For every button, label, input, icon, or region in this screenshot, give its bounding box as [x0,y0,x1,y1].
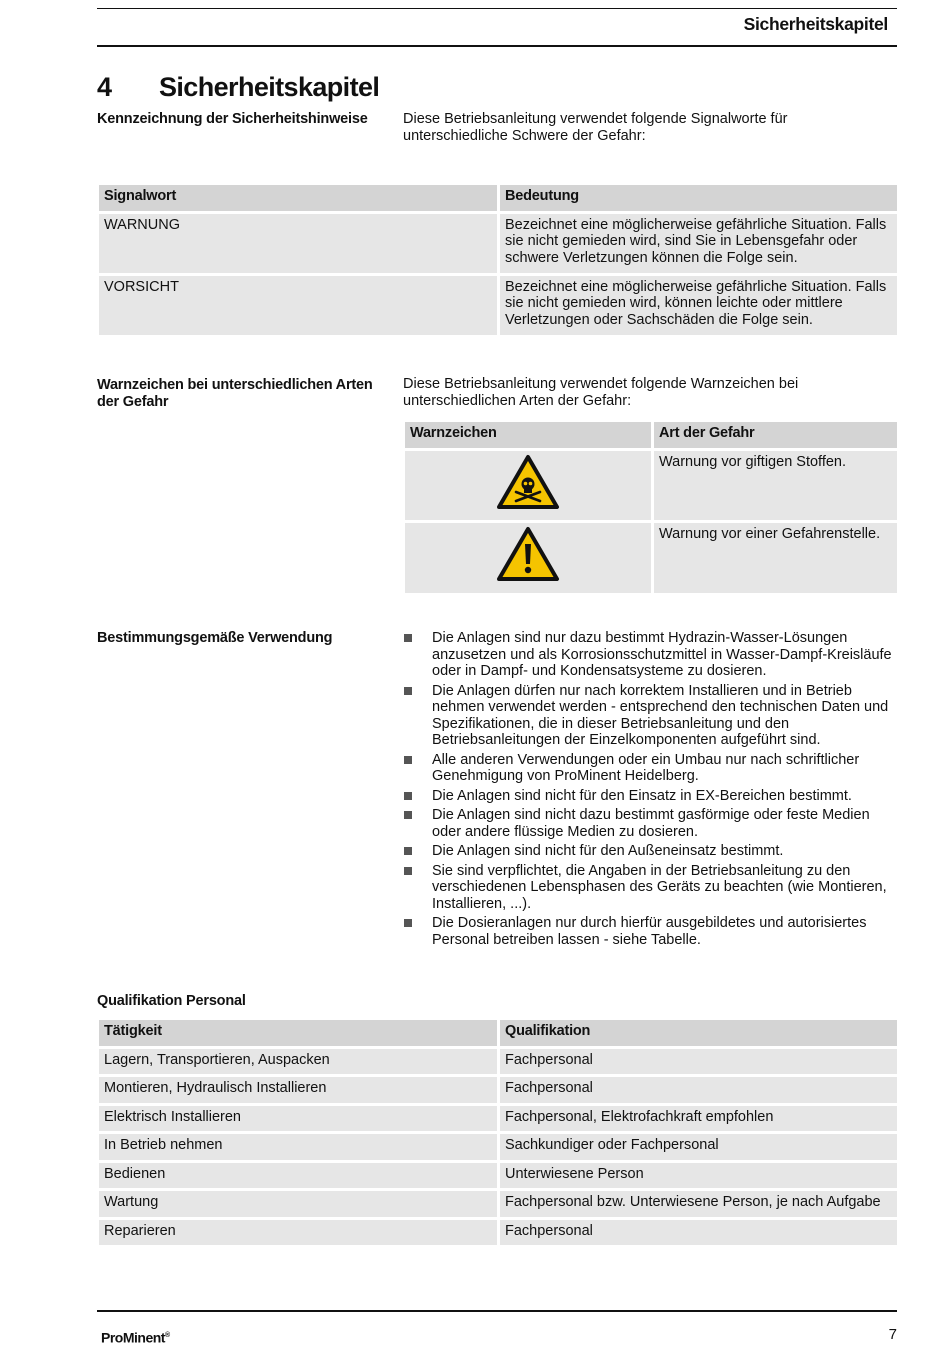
qualification-cell: Fachpersonal bzw. Unterwiesene Person, je nach Aufgabe [500,1191,897,1217]
qualification-cell: Fachpersonal [500,1049,897,1075]
hazard-description-cell: Warnung vor giftigen Stoffen. [654,451,897,521]
activity-cell: Elektrisch Installieren [99,1106,497,1132]
bullet-text: Die Dosieranlagen nur durch hierfür ausgebildetes und autorisiertes Personal betreiben lassen - siehe Tabelle. [432,915,867,948]
table-row [99,214,897,273]
toxic-skull-warning-icon [496,454,560,510]
table-row [99,1077,897,1103]
activity-cell: Montieren, Hydraulisch Installieren [99,1077,497,1103]
general-danger-exclamation-icon [496,526,560,582]
square-bullet-icon [404,792,412,800]
square-bullet-icon [404,687,412,695]
column-header-warnzeichen: Warnzeichen [405,422,651,448]
table-row [99,1220,897,1246]
signal-words-intro: Diese Betriebsanleitung verwendet folgende Signalworte für unterschiedliche Schwere der Gefahr: [403,111,788,144]
activity-cell: Wartung [99,1191,497,1217]
warning-sign-cell [405,523,651,593]
bullet-text: Sie sind verpflichtet, die Angaben in der Betriebsanleitung zu den verschiedenen Lebensphasen des Geräts zu beachten (wie Montieren, Installieren, ...). [432,862,887,912]
page-number: 7 [888,1326,897,1343]
signal-word-cell: WARNUNG [99,214,497,273]
list-item [403,863,898,913]
intended-use-list [403,630,898,951]
table-header-row [405,422,897,448]
list-item [403,807,898,840]
list-item [403,683,898,749]
list-item [403,788,898,805]
square-bullet-icon [404,867,412,875]
column-header-qualifikation: Qualifikation [500,1020,897,1046]
logo-text: ProMinent [101,1329,165,1346]
column-header-bedeutung: Bedeutung [500,185,897,211]
list-item [403,915,898,948]
qualification-cell: Sachkundiger oder Fachpersonal [500,1134,897,1160]
qualification-cell: Fachpersonal [500,1220,897,1246]
signal-meaning-cell: Bezeichnet eine möglicherweise gefährliche Situation. Falls sie nicht gemieden wird, können leichte oder mittlere Verletzungen oder Sachschäden die Folge sein. [500,276,897,335]
chapter-heading [97,71,379,103]
column-header-signalwort: Signalwort [99,185,497,211]
bullet-text: Die Anlagen sind nur dazu bestimmt Hydrazin-Wasser-Lösungen anzusetzen und als Korrosionsschutzmittel in Wasser-Dampf-Kreisläufe oder in Dampf- und Kondensatsysteme zu dosieren. [432,630,892,679]
chapter-number: 4 [97,72,112,102]
square-bullet-icon [404,634,412,642]
table-row [99,1191,897,1217]
square-bullet-icon [404,919,412,927]
table-row [99,1163,897,1189]
signal-word-cell: VORSICHT [99,276,497,335]
warning-sign-cell [405,451,651,521]
side-heading-warning-signs: Warnzeichen bei unterschiedlichen Arten der Gefahr [97,377,373,410]
signal-words-table [96,182,900,338]
square-bullet-icon [404,847,412,855]
side-heading-intended-use: Bestimmungsgemäße Verwendung [97,630,333,646]
warning-signs-intro: Diese Betriebsanleitung verwendet folgende Warnzeichen bei unterschiedlichen Arten der Gefahr: [403,376,799,409]
table-row [99,1049,897,1075]
column-header-taetigkeit: Tätigkeit [99,1020,497,1046]
activity-cell: In Betrieb nehmen [99,1134,497,1160]
bullet-text: Die Anlagen dürfen nur nach korrektem Installieren und in Betrieb nehmen verwendet werden - entsprechend den technischen Daten und Spezifikationen, die in dieser Betriebsanleitung und den Betriebsanleitungen der Einzelkomponenten aufgeführt sind. [432,682,889,748]
activity-cell: Bedienen [99,1163,497,1189]
qualification-cell: Fachpersonal [500,1077,897,1103]
table-header-row [99,1020,897,1046]
bullet-text: Die Anlagen sind nicht dazu bestimmt gasförmige oder feste Medien oder andere flüssige Medien zu dosieren. [432,807,870,840]
list-item [403,843,898,860]
side-heading-signal-words: Kennzeichnung der Sicherheitshinweise [97,111,368,127]
header-top-rule [97,8,897,9]
header-bottom-rule [97,45,897,47]
hazard-description-cell: Warnung vor einer Gefahrenstelle. [654,523,897,593]
list-item [403,752,898,785]
qualification-cell: Unterwiesene Person [500,1163,897,1189]
prominent-logo [101,1328,170,1346]
table-row [99,276,897,335]
signal-meaning-cell: Bezeichnet eine möglicherweise gefährliche Situation. Falls sie nicht gemieden wird, sind Sie in Lebensgefahr oder schwere Verletzungen können die Folge sein. [500,214,897,273]
running-header-title: Sicherheitskapitel [743,14,888,34]
activity-cell: Lagern, Transportieren, Auspacken [99,1049,497,1075]
table-header-row [99,185,897,211]
chapter-title: Sicherheitskapitel [159,72,380,102]
qualification-table [96,1017,900,1248]
qualification-cell: Fachpersonal, Elektrofachkraft empfohlen [500,1106,897,1132]
column-header-art-der-gefahr: Art der Gefahr [654,422,897,448]
bullet-text: Die Anlagen sind nicht für den Außeneinsatz bestimmt. [432,843,784,859]
qualification-heading: Qualifikation Personal [97,993,246,1009]
list-item [403,630,898,680]
footer-rule [97,1310,897,1312]
bullet-text: Die Anlagen sind nicht für den Einsatz in EX-Bereichen bestimmt. [432,787,852,804]
table-row [405,523,897,593]
activity-cell: Reparieren [99,1220,497,1246]
warning-signs-table [402,419,900,596]
table-row [405,451,897,521]
bullet-text: Alle anderen Verwendungen oder ein Umbau nur nach schriftlicher Genehmigung von ProMinent Heidelberg. [432,751,860,784]
table-row [99,1106,897,1132]
square-bullet-icon [404,811,412,819]
table-row [99,1134,897,1160]
registered-mark: ® [164,1332,170,1339]
square-bullet-icon [404,756,412,764]
